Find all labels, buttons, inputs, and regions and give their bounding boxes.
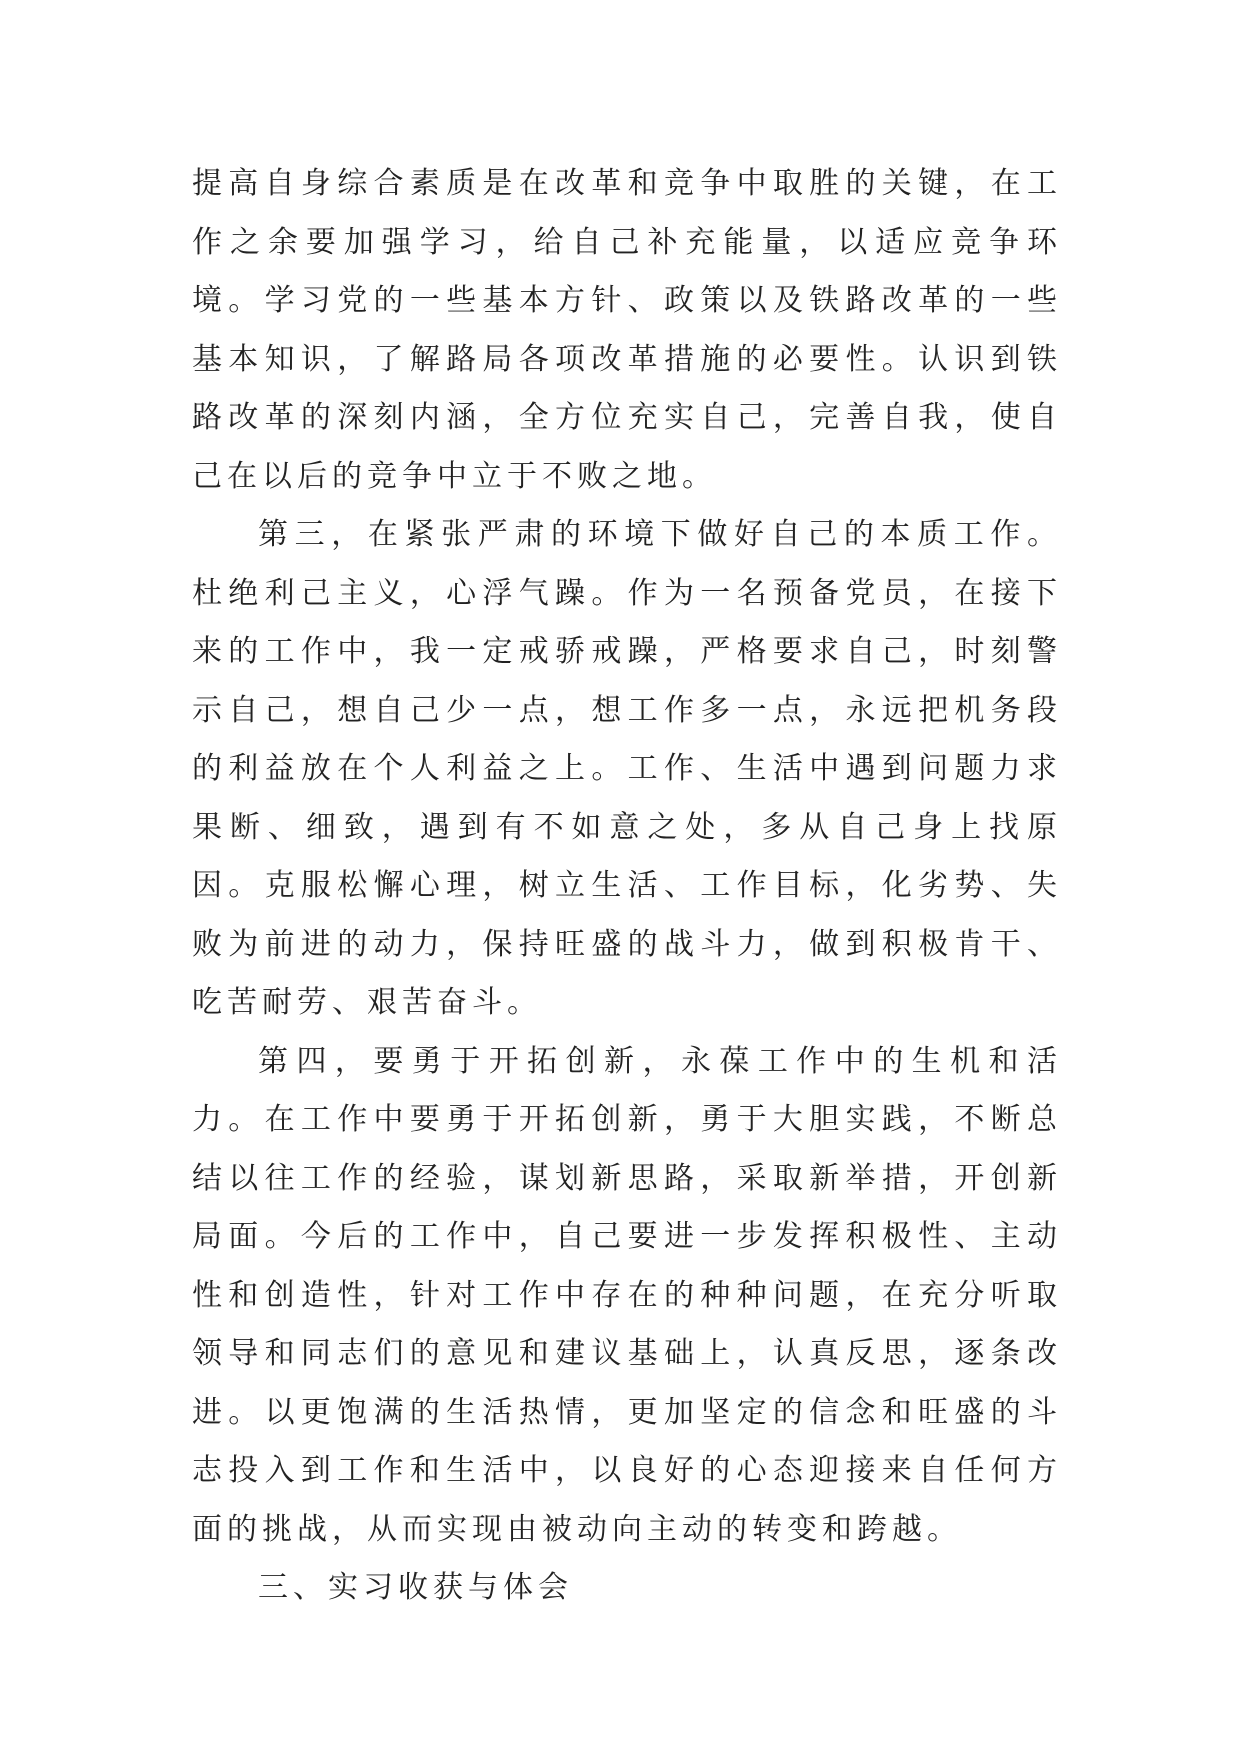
document-body xyxy=(192,155,1062,1618)
paragraph-third-point: 第三，在紧张严肃的环境下做好自己的本质工作。杜绝利己主义，心浮气躁。作为一名预备党员，在接下来的工作中，我一定戒骄戒躁，严格要求自己，时刻警示自己，想自己少一点，想工作多一点，永远把机务段的利益放在个人利益之上。工作、生活中遇到问题力求果断、细致，遇到有不如意之处，多从自己身上找原因。克服松懈心理，树立生活、工作目标，化劣势、失败为前进的动力，保持旺盛的战斗力，做到积极肯干、吃苦耐劳、艰苦奋斗。 xyxy=(192,517,1062,1020)
paragraph-fourth-point: 第四，要勇于开拓创新，永葆工作中的生机和活力。在工作中要勇于开拓创新，勇于大胆实践，不断总结以往工作的经验，谋划新思路，采取新举措，开创新局面。今后的工作中，自己要进一步发挥积极性、主动性和创造性，针对工作中存在的种种问题，在充分听取领导和同志们的意见和建议基础上，认真反思，逐条改进。以更饱满的生活热情，更加坚定的信念和旺盛的斗志投入到工作和生活中，以良好的心态迎接来自任何方面的挑战，从而实现由被动向主动的转变和跨越。 xyxy=(192,1043,1062,1547)
paragraph-self-improvement: 提高自身综合素质是在改革和竞争中取胜的关键，在工作之余要加强学习，给自己补充能量，以适应竞争环境。学习党的一些基本方针、政策以及铁路改革的一些基本知识，了解路局各项改革措施的必要性。认识到铁路改革的深刻内涵，全方位充实自己，完善自我，使自己在以后的竞争中立于不败之地。 xyxy=(192,166,1062,494)
section-heading-internship-gains: 三、实习收获与体会 xyxy=(258,1570,573,1605)
